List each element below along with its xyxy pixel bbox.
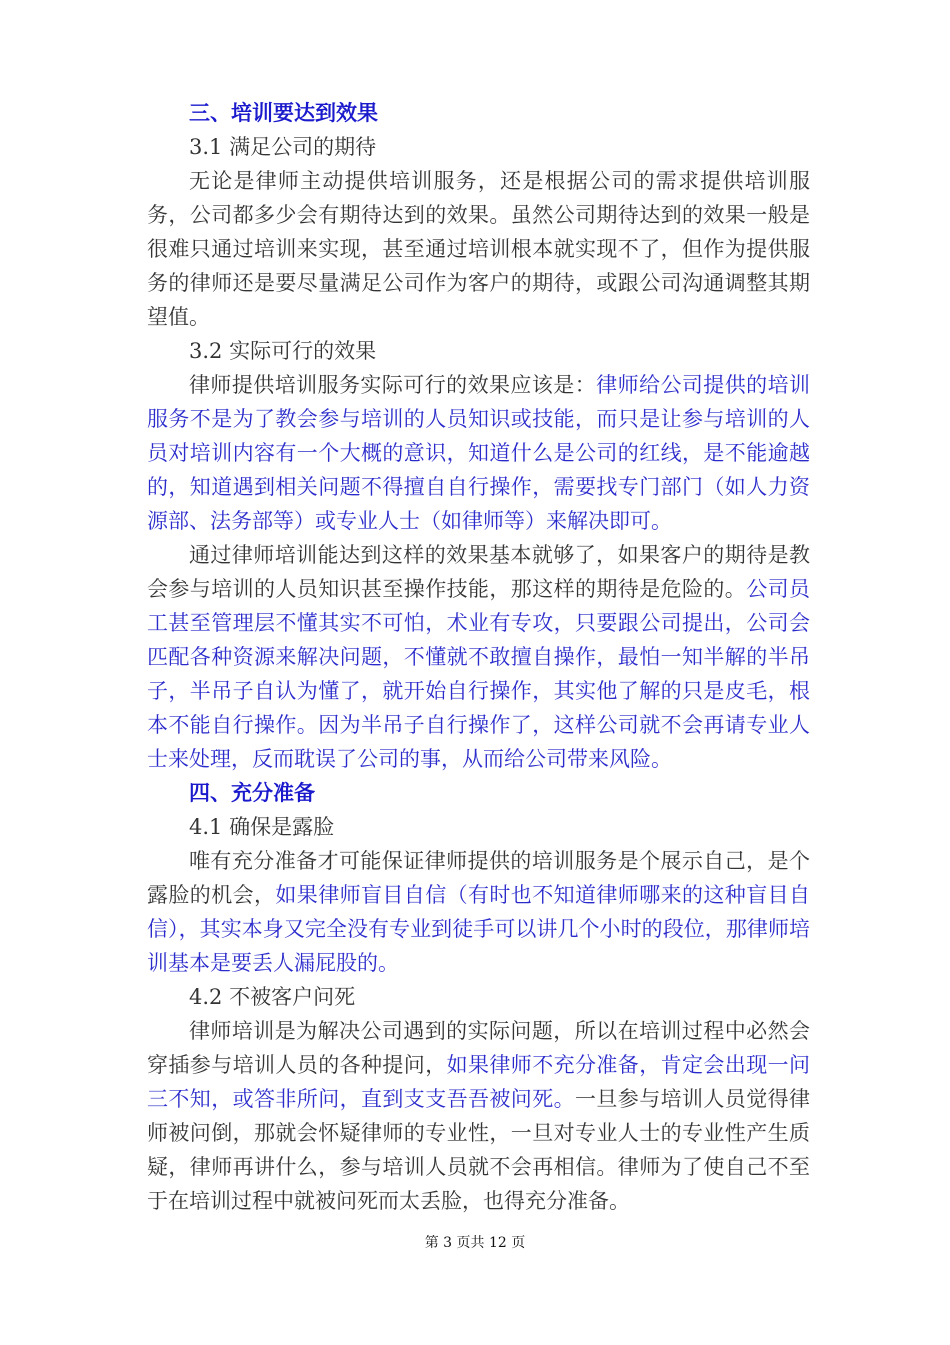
subsection-3-1-title: 3.1 满足公司的期待: [189, 135, 377, 159]
paragraph-text: 律师提供培训服务实际可行的效果应该是：: [189, 373, 597, 397]
subsection-3-2-title: 3.2 实际可行的效果: [189, 339, 377, 363]
paragraph-4-2: [147, 1014, 810, 1218]
paragraph-4-1: [147, 844, 810, 980]
page-content: [147, 96, 810, 1218]
paragraph-3-2-a: [147, 368, 810, 538]
highlighted-text: 律师给公司提供的培训服务不是为了教会参与培训的人员知识或技能，而只是让参与培训的人员对培训内容有一个大概的意识，知道什么是公司的红线，是不能逾越的，知道遇到相关问题不得擅自自行操作，需要找专门部门（如人力资源部、法务部等）或专业人士（如律师等）来解决即可。: [147, 373, 811, 533]
section-3-heading: 三、培训要达到效果: [189, 100, 378, 125]
page-footer: 第 3 页共 12 页: [424, 1235, 526, 1251]
section-4-heading: 四、充分准备: [189, 780, 315, 805]
highlighted-text: 公司员工甚至管理层不懂其实不可怕，术业有专攻，只要跟公司提出，公司会匹配各种资源来解决问题，不懂就不敢擅自操作，最怕一知半解的半吊子，半吊子自认为懂了，就开始自行操作，其实他了解的只是皮毛，根本不能自行操作。因为半吊子自行操作了，这样公司就不会再请专业人士来处理，反而耽误了公司的事，从而给公司带来风险。: [147, 577, 811, 771]
highlighted-text: 如果律师盲目自信（有时也不知道律师哪来的这种盲目自信），其实本身又完全没有专业到徒手可以讲几个小时的段位，那律师培训基本是要丢人漏屁股的。: [147, 883, 811, 975]
paragraph-3-1: 无论是律师主动提供培训服务，还是根据公司的需求提供培训服务，公司都多少会有期待达到的效果。虽然公司期待达到的效果一般是很难只通过培训来实现，甚至通过培训根本就实现不了，但作为提供服务的律师还是要尽量满足公司作为客户的期待，或跟公司沟通调整其期望值。: [147, 169, 810, 329]
paragraph-text: 一旦参与培训人员觉得律师被问倒，那就会怀疑律师的专业性，一旦对专业人士的专业性产生质疑，律师再讲什么，参与培训人员就不会再相信。律师为了使自己不至于在培训过程中就被问死而太丢脸，也得充分准备。: [147, 1087, 810, 1213]
paragraph-text: 唯有充分准备才可能保证律师提供的培训服务是个展示自己，是个露脸的机会，: [147, 849, 810, 907]
subsection-4-1-title: 4.1 确保是露脸: [189, 815, 335, 839]
paragraph-text: 律师培训是为解决公司遇到的实际问题，所以在培训过程中必然会穿插参与培训人员的各种提问，: [147, 1019, 810, 1077]
paragraph-text: 通过律师培训能达到这样的效果基本就够了，如果客户的期待是教会参与培训的人员知识甚至操作技能，那这样的期待是危险的。: [147, 543, 810, 601]
highlighted-text: 如果律师不充分准备，肯定会出现一问三不知，或答非所问，直到支支吾吾被问死。: [147, 1053, 811, 1111]
subsection-4-2-title: 4.2 不被客户问死: [189, 985, 356, 1009]
paragraph-3-2-b: [147, 538, 810, 776]
